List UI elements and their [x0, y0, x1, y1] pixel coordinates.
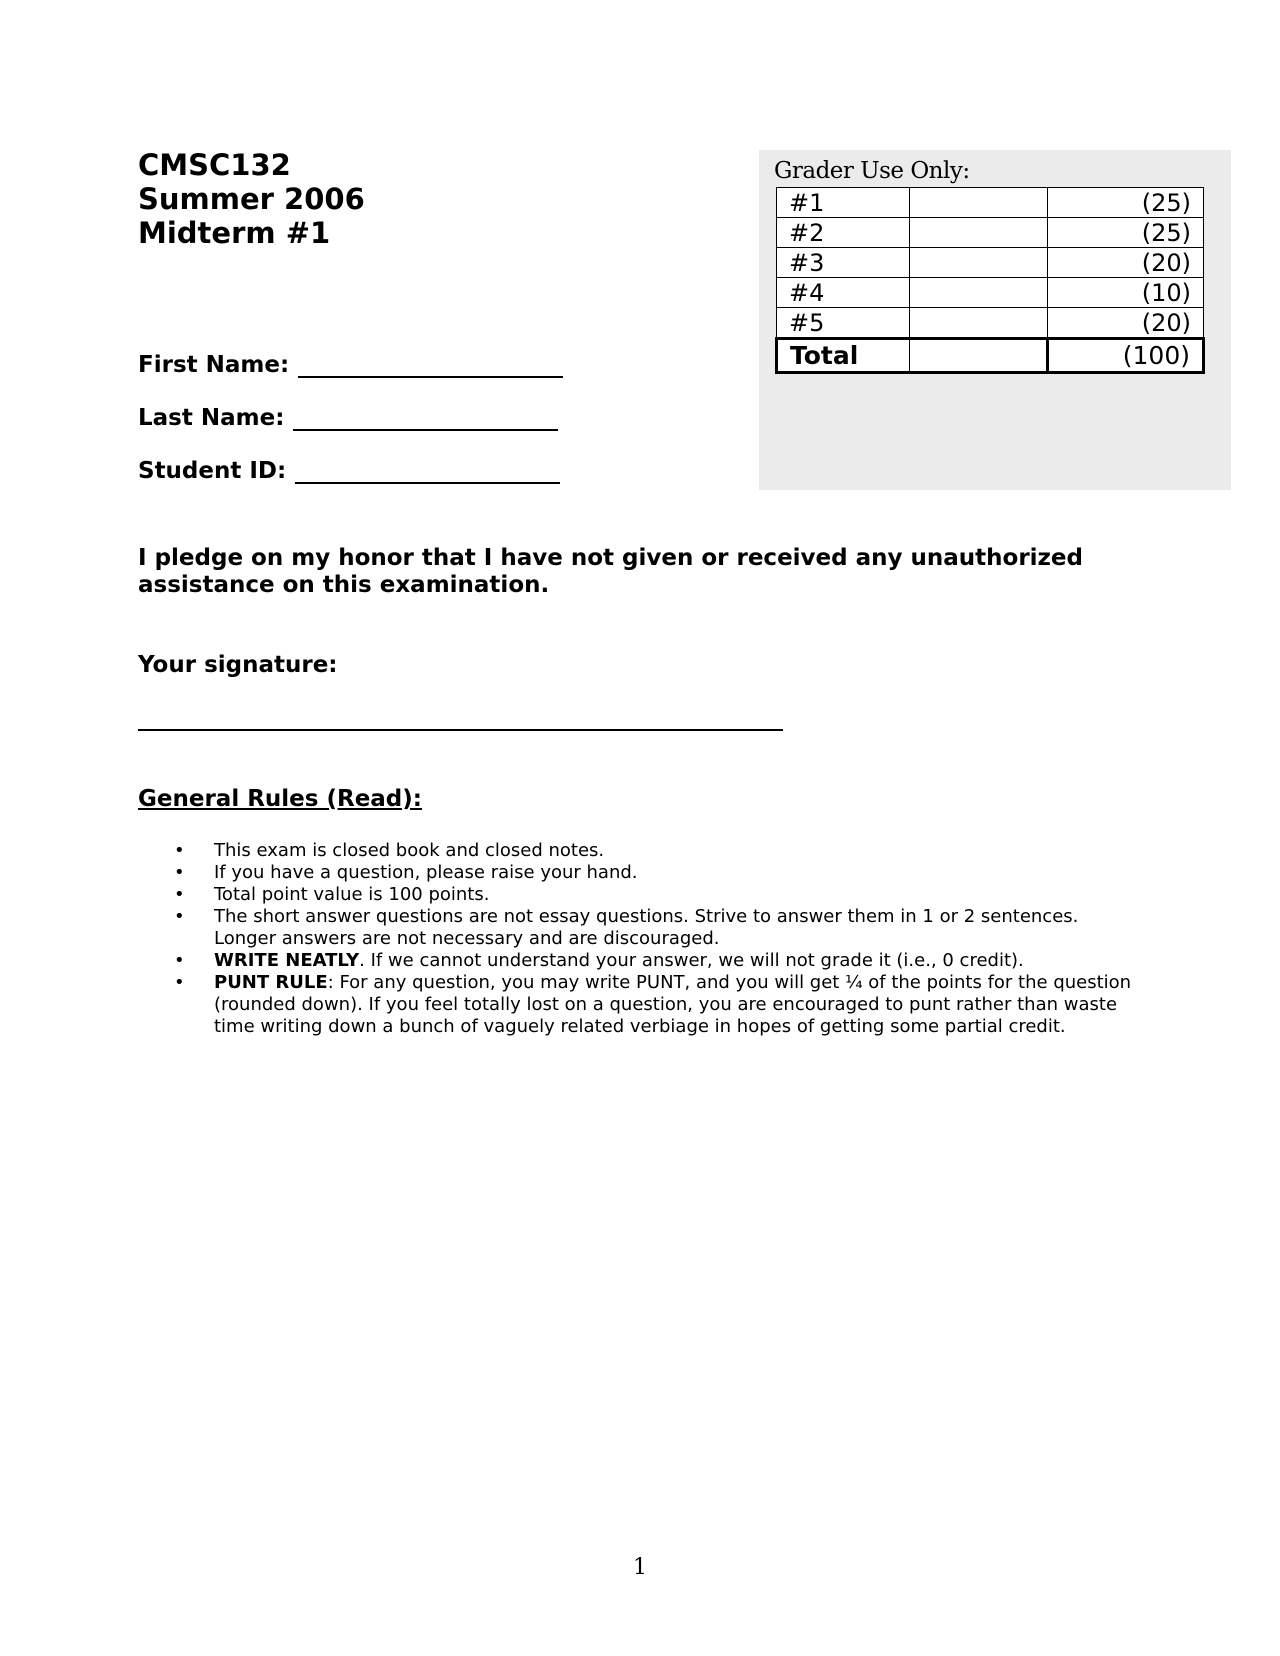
question-label: #1 — [777, 188, 910, 218]
question-label: #4 — [777, 278, 910, 308]
question-points: (25) — [1048, 188, 1204, 218]
grader-row — [777, 188, 1204, 218]
bullet-icon: • — [174, 862, 185, 883]
rule-text: Total point value is 100 points. — [214, 884, 490, 905]
rule-emphasis: WRITE NEATLY — [214, 950, 360, 971]
grader-row — [777, 308, 1204, 339]
score-cell — [910, 308, 1048, 339]
list-item — [138, 884, 1138, 906]
question-points: (20) — [1048, 308, 1204, 339]
last-name-label: Last Name: — [138, 405, 285, 431]
signature-label: Your signature: — [138, 652, 338, 678]
grader-row — [777, 248, 1204, 278]
score-cell — [910, 248, 1048, 278]
page-number: 1 — [633, 1555, 647, 1580]
grader-heading: Grader Use Only: — [774, 158, 970, 184]
rule-text: : For any question, you may write PUNT, and you will get ¼ of the points for the question (rounded down). If you feel totally lost on a question, you are encouraged to punt rather than waste time writing down a bunch of vaguely related verbiage in hopes of getting some partial credit. — [214, 972, 1132, 1037]
general-rules-heading: General Rules (Read): — [138, 786, 422, 812]
score-cell — [910, 278, 1048, 308]
question-label: #5 — [777, 308, 910, 339]
list-item — [138, 840, 1138, 862]
bullet-icon: • — [174, 884, 185, 905]
question-points: (20) — [1048, 248, 1204, 278]
exam-name: Midterm #1 — [138, 216, 331, 250]
list-item — [138, 862, 1138, 884]
first-name-field — [138, 352, 563, 378]
bullet-icon: • — [174, 906, 185, 927]
score-cell — [910, 188, 1048, 218]
total-label: Total — [777, 339, 910, 373]
rule-text: The short answer questions are not essay questions. Strive to answer them in 1 or 2 sentences. Longer answers are not necessary and are discouraged. — [214, 906, 1079, 949]
list-item — [138, 972, 1138, 1038]
last-name-blank[interactable] — [293, 409, 558, 431]
grader-total-row — [777, 339, 1204, 373]
rule-text: This exam is closed book and closed notes. — [214, 840, 605, 861]
signature-line[interactable] — [138, 729, 783, 731]
rule-emphasis: PUNT RULE — [214, 972, 328, 993]
student-id-field — [138, 458, 560, 484]
rule-text: . If we cannot understand your answer, we will not grade it (i.e., 0 credit). — [359, 950, 1024, 971]
question-points: (10) — [1048, 278, 1204, 308]
rule-text: If you have a question, please raise your hand. — [214, 862, 638, 883]
student-id-blank[interactable] — [295, 462, 560, 484]
last-name-field — [138, 405, 558, 431]
score-cell — [910, 218, 1048, 248]
bullet-icon: • — [174, 972, 185, 993]
exam-title-block — [138, 148, 365, 250]
total-points: (100) — [1048, 339, 1204, 373]
first-name-blank[interactable] — [298, 356, 563, 378]
grader-score-table — [775, 187, 1205, 374]
honor-pledge: I pledge on my honor that I have not given or received any unauthorized assistance on this examination. — [138, 545, 1083, 598]
course-code: CMSC132 — [138, 148, 291, 182]
list-item — [138, 950, 1138, 972]
question-label: #2 — [777, 218, 910, 248]
total-score-cell — [910, 339, 1048, 373]
exam-term: Summer 2006 — [138, 182, 365, 216]
first-name-label: First Name: — [138, 352, 290, 378]
general-rules-list — [138, 840, 1138, 1038]
question-label: #3 — [777, 248, 910, 278]
bullet-icon: • — [174, 840, 185, 861]
bullet-icon: • — [174, 950, 185, 971]
list-item — [138, 906, 1138, 950]
student-id-label: Student ID: — [138, 458, 287, 484]
grader-use-only-box — [759, 150, 1231, 490]
grader-row — [777, 278, 1204, 308]
grader-row — [777, 218, 1204, 248]
question-points: (25) — [1048, 218, 1204, 248]
